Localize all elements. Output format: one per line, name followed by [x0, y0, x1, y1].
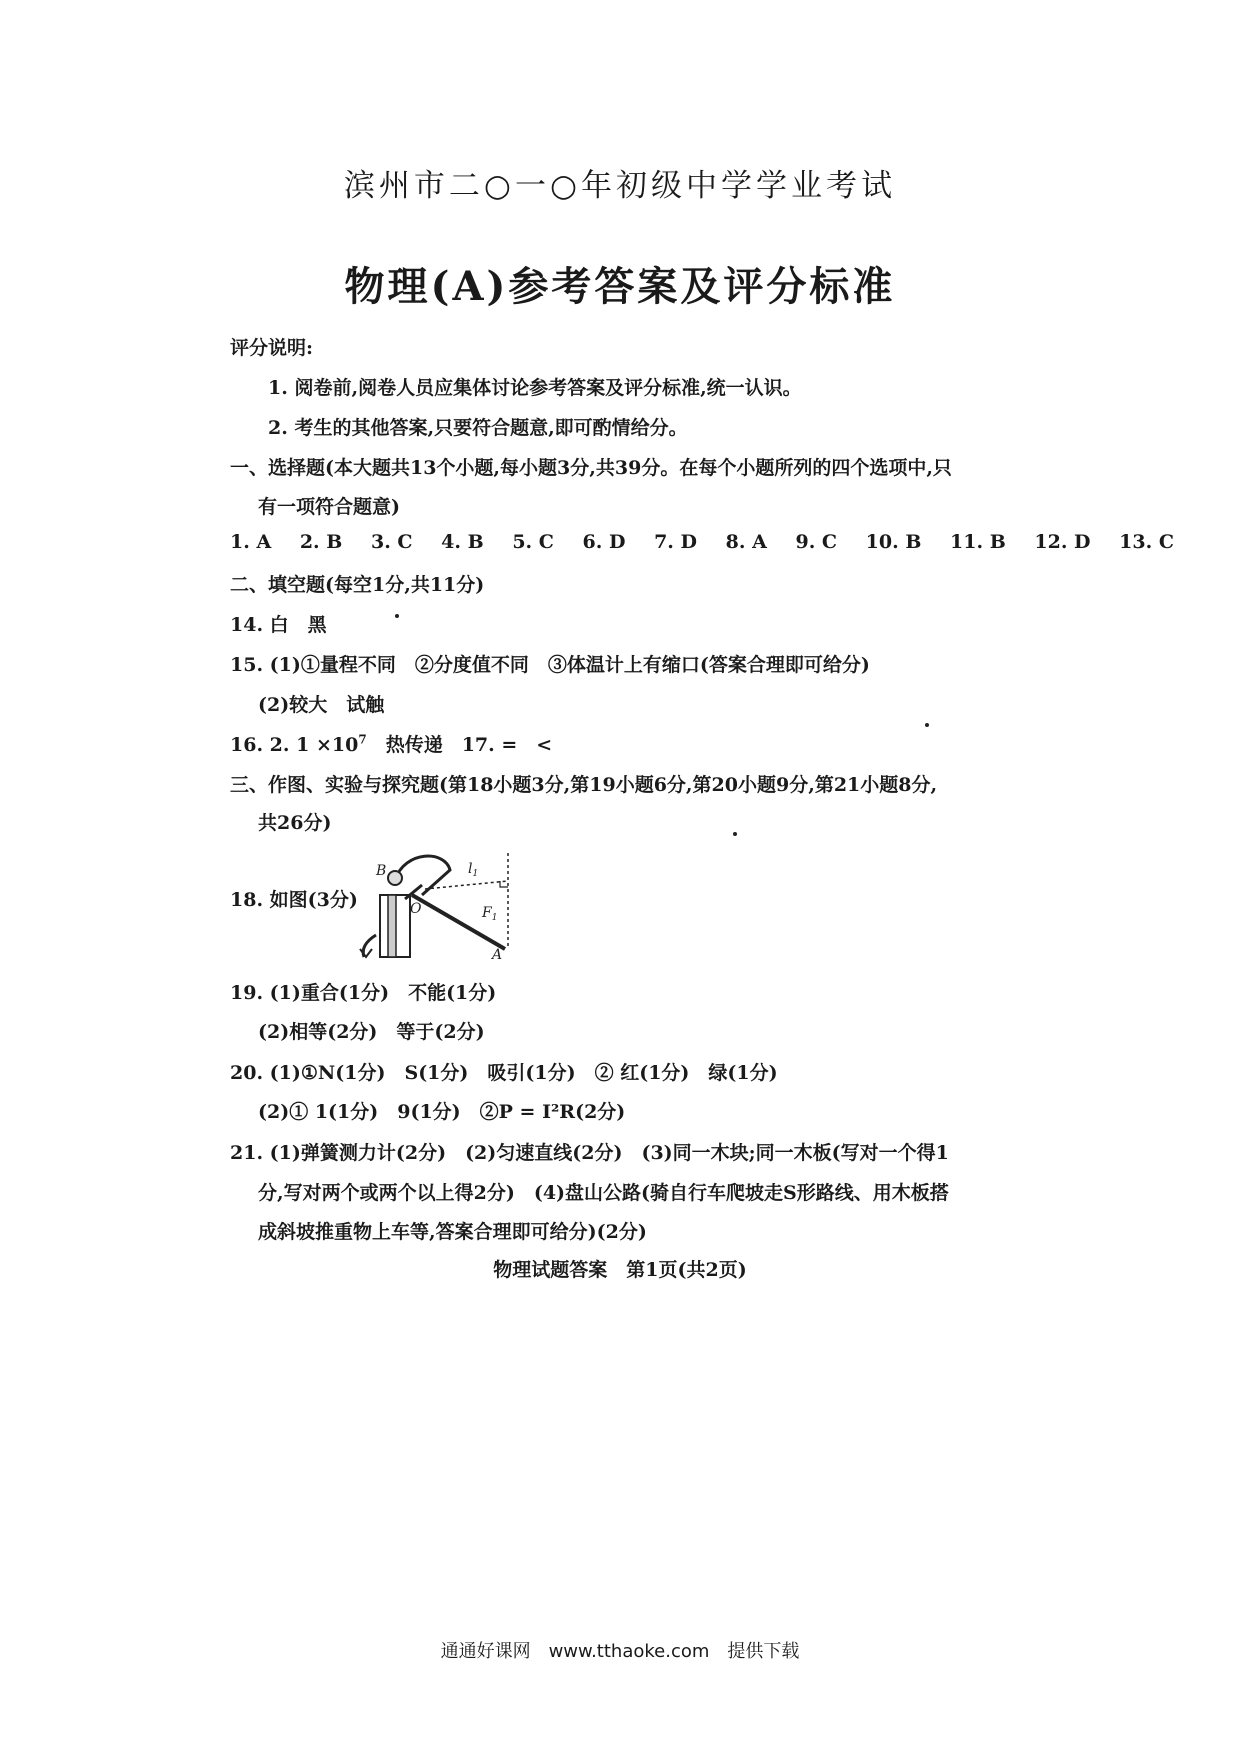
section3-heading: 三、作图、实验与探究题(第18小题3分,第19小题6分,第20小题9分,第21小题8分, — [230, 774, 938, 796]
section1-heading: 一、选择题(本大题共13个小题,每小题3分,共39分。在每个小题所列的四个选项中,只 — [230, 457, 952, 479]
answer-10: 10. B — [865, 531, 922, 553]
answer-20-part2: (2)① 1(1分) 9(1分) ②P = I²R(2分) — [258, 1101, 626, 1123]
page-title: 物理(A)参考答案及评分标准 — [344, 263, 896, 310]
label-f1 — [481, 905, 497, 923]
scan-speck — [925, 723, 929, 727]
section1-heading-cont: 有一项符合题意) — [258, 496, 400, 518]
label-l1-sub: 1 — [472, 869, 479, 879]
note-item-1: 1. 阅卷前,阅卷人员应集体讨论参考答案及评分标准,统一认识。 — [268, 377, 802, 399]
label-b: B — [376, 863, 387, 879]
answer-21-part2: 分,写对两个或两个以上得2分) (4)盘山公路(骑自行车爬坡走S形路线、用木板搭 — [258, 1182, 949, 1204]
label-f1-sub: 1 — [491, 913, 498, 923]
notes-label: 评分说明: — [230, 337, 314, 359]
answer-21-part1: 21. (1)弹簧测力计(2分) (2)匀速直线(2分) (3)同一木块;同一木板(写对一个得1 — [230, 1142, 949, 1164]
answer-19-part1: 19. (1)重合(1分) 不能(1分) — [230, 982, 497, 1004]
answer-16-value: 16. 2. 1 ×10 — [230, 734, 359, 756]
label-l1 — [468, 861, 478, 879]
answer-15-part1: 15. (1)①量程不同 ②分度值不同 ③体温计上有缩口(答案合理即可给分) — [230, 654, 870, 676]
lever-pump-diagram — [350, 845, 520, 960]
answer-13: 13. C — [1119, 531, 1174, 553]
label-o: O — [410, 901, 422, 917]
scan-speck — [733, 832, 737, 836]
answer-16-exponent: 7 — [358, 732, 367, 747]
answer-14: 14. 白 黑 — [230, 614, 327, 636]
exam-subtitle: 滨州市二○一○年初级中学学业考试 — [343, 168, 897, 204]
scan-speck — [395, 614, 399, 618]
answer-18: 18. 如图(3分) — [230, 889, 358, 911]
section2-heading: 二、填空题(每空1分,共11分) — [230, 574, 485, 596]
note-item-2: 2. 考生的其他答案,只要符合题意,即可酌情给分。 — [268, 417, 688, 439]
answer-20-part1: 20. (1)①N(1分) S(1分) 吸引(1分) ② 红(1分) 绿(1分) — [230, 1062, 778, 1084]
choice-answers — [230, 531, 1196, 553]
answer-2: 2. B — [299, 531, 343, 553]
point-b-knob — [388, 871, 402, 885]
answer-6: 6. D — [582, 531, 626, 553]
answer-4: 4. B — [441, 531, 484, 553]
section3-heading-cont: 共26分) — [258, 812, 332, 834]
answer-5: 5. C — [512, 531, 554, 553]
answer-21-part3: 成斜坡推重物上车等,答案合理即可给分)(2分) — [258, 1221, 647, 1243]
answer-7: 7. D — [654, 531, 698, 553]
answer-1: 1. A — [230, 531, 272, 553]
answer-15-part2: (2)较大 试触 — [258, 694, 385, 716]
pump-piston-rod — [388, 895, 396, 957]
answer-19-part2: (2)相等(2分) 等于(2分) — [258, 1021, 485, 1043]
answer-9: 9. C — [795, 531, 838, 553]
download-credit: 通通好课网 www.tthaoke.com 提供下载 — [440, 1641, 800, 1662]
answer-16-17-rest: 热传递 17. = < — [366, 734, 553, 756]
arrow-icon — [360, 949, 372, 957]
pump-hose — [395, 856, 450, 895]
answer-8: 8. A — [725, 531, 767, 553]
label-l1-letter: l — [468, 861, 473, 877]
page-footer: 物理试题答案 第1页(共2页) — [493, 1259, 747, 1281]
label-f1-letter: F — [482, 905, 492, 921]
answer-11: 11. B — [950, 531, 1006, 553]
answer-3: 3. C — [370, 531, 413, 553]
label-a: A — [492, 947, 503, 960]
answer-12: 12. D — [1034, 531, 1091, 553]
answer-16-17 — [230, 730, 552, 757]
